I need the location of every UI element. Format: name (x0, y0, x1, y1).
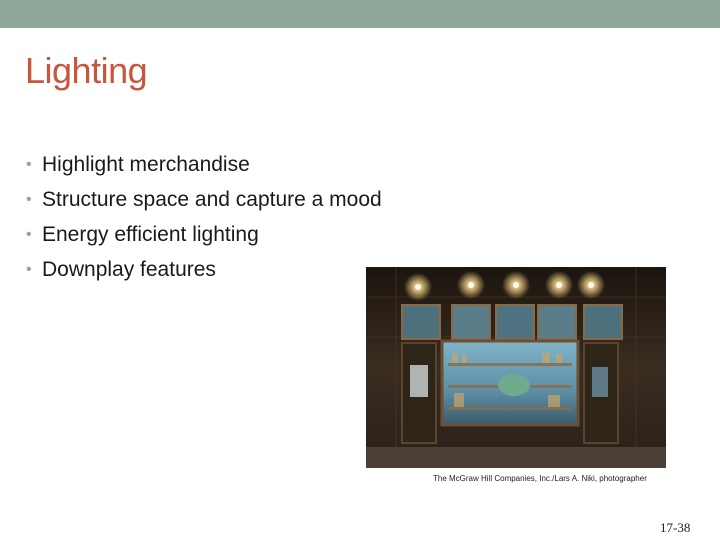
bullet-text: Highlight merchandise (42, 152, 250, 176)
bullet-item (26, 252, 382, 287)
bullet-list (26, 147, 382, 287)
bullet-icon: • (26, 155, 32, 173)
bullet-item (26, 217, 382, 252)
header-bar (0, 0, 720, 28)
bullet-text: Structure space and capture a mood (42, 187, 382, 211)
bullet-text: Downplay features (42, 257, 216, 281)
bullet-item (26, 147, 382, 182)
slide-title: Lighting (25, 50, 148, 91)
bullet-text: Energy efficient lighting (42, 222, 259, 246)
bullet-icon: • (26, 260, 32, 278)
bullet-icon: • (26, 190, 32, 208)
page-number: 17-38 (660, 520, 691, 535)
bullet-item (26, 182, 382, 217)
bullet-icon: • (26, 225, 32, 243)
storefront-photo (366, 267, 666, 468)
photo-caption: The McGraw Hill Companies, Inc./Lars A. Niki, photographer (433, 474, 647, 483)
photo-frames (402, 305, 622, 339)
